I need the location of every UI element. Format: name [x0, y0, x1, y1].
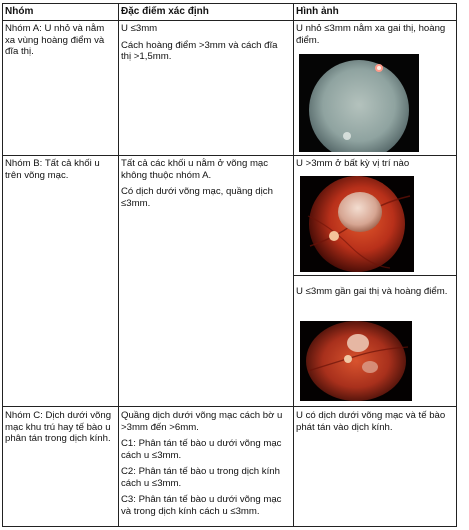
header-image: Hình ảnh — [296, 6, 339, 17]
criteria-c-2: C1: Phân tán tế bào u dưới võng mạc cách u ≤3mm. — [121, 438, 282, 461]
group-a-label — [3, 23, 118, 58]
group-a-caption — [294, 23, 456, 46]
row-divider — [3, 406, 456, 407]
fundus-photo-group-a — [299, 54, 419, 152]
header-criteria: Đặc điểm xác định — [121, 6, 209, 17]
row-divider — [293, 275, 456, 276]
criteria-c-4: C3: Phân tán tế bào u dưới võng mạc và trong dịch kính cách u ≤3mm. — [121, 494, 282, 517]
group-b-caption-1 — [294, 158, 456, 170]
criteria-b-1: Tất cả các khối u nằm ở võng mạc không thuộc nhóm A. — [121, 158, 269, 181]
group-c-caption — [294, 410, 456, 433]
header-group: Nhóm — [5, 6, 34, 17]
caption-c: U có dịch dưới võng mạc và tế bào phát tán vào dịch kính. — [296, 410, 446, 433]
group-b-criteria — [119, 158, 292, 209]
column-divider — [293, 4, 294, 526]
group-c-text: Nhóm C: Dịch dưới võng mạc khu trú hay tế bào u phân tán trong dịch kính. — [5, 410, 112, 444]
fundus-photo-group-b-large — [300, 176, 414, 272]
criteria-c-3: C2: Phân tán tế bào u trong dịch kính cách u ≤3mm. — [121, 466, 280, 489]
caption-b-1: U >3mm ở bất kỳ vị trí nào — [296, 158, 410, 169]
group-a-criteria — [119, 23, 292, 63]
group-c-label — [3, 410, 118, 445]
criteria-c-1: Quầng dịch dưới võng mạc cách bờ u >3mm đến >6mm. — [121, 410, 283, 433]
caption-b-2: U ≤3mm gần gai thị và hoàng điểm. — [296, 286, 448, 297]
fundus-photo-group-b-small — [300, 321, 412, 401]
criteria-a-2: Cách hoàng điểm >3mm và cách đĩa thị >1,5mm. — [121, 39, 278, 62]
row-divider — [3, 155, 456, 156]
group-b-label — [3, 158, 118, 181]
group-c-criteria — [119, 410, 292, 517]
group-b-text: Nhóm B: Tất cả khối u trên võng mạc. — [5, 158, 100, 181]
criteria-b-2: Có dịch dưới võng mạc, quầng dịch ≤3mm. — [121, 186, 273, 209]
group-a-text: Nhóm A: U nhỏ và nằm xa vùng hoàng điểm và đĩa thị. — [5, 23, 105, 57]
criteria-a-1: U ≤3mm — [121, 23, 158, 34]
retinoblastoma-classification-table — [2, 3, 457, 527]
caption-a: U nhỏ ≤3mm nằm xa gai thị, hoàng điểm. — [296, 23, 446, 46]
row-divider — [3, 20, 456, 21]
group-b-caption-2 — [294, 286, 456, 298]
